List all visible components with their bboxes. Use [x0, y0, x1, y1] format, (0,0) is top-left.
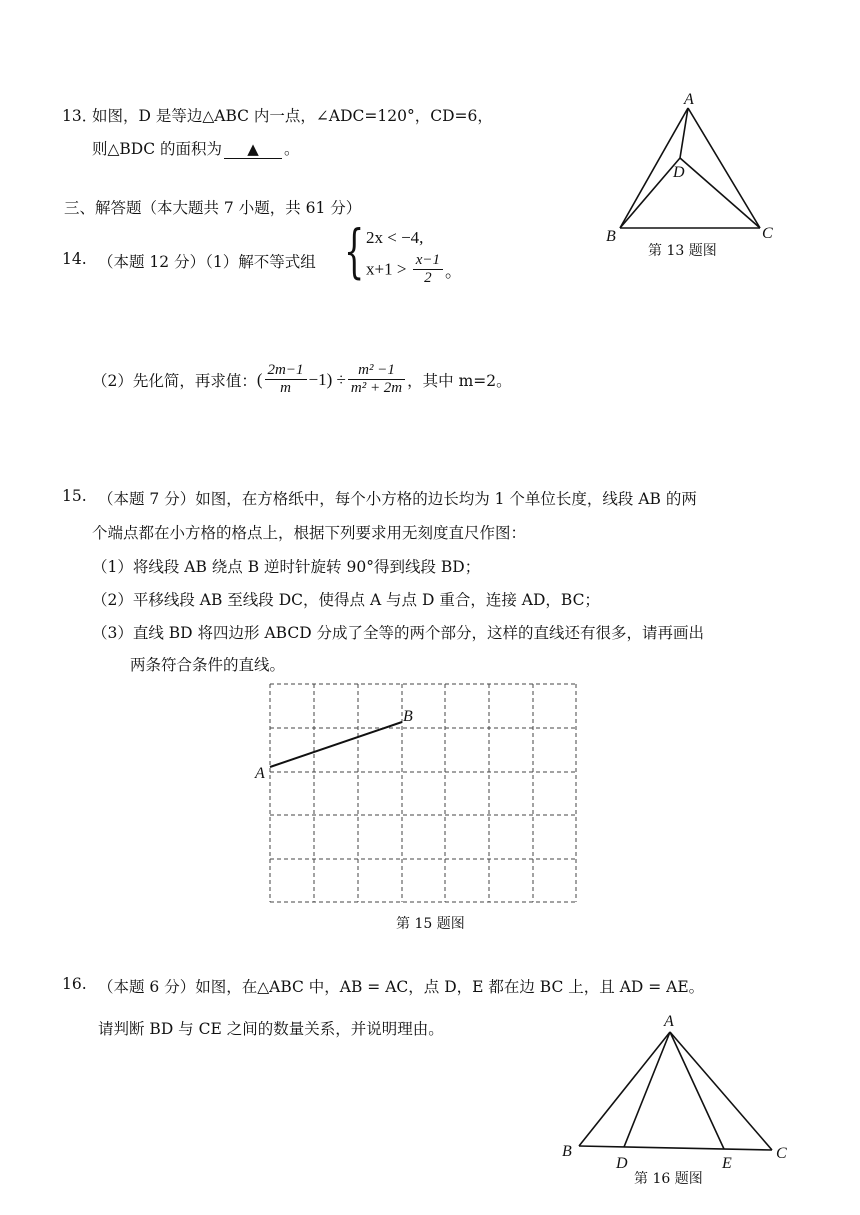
system-brace: { [344, 217, 365, 285]
q14-middle-op: −1) ÷ [308, 369, 346, 389]
q14-inequality-2 [366, 252, 462, 287]
q14-inequality-1: 2x < −4, [366, 228, 424, 247]
q16-segment-ad [624, 1032, 670, 1147]
q14-number: 14. [62, 250, 87, 268]
q15-grid-figure [250, 676, 590, 912]
q15-line1: （本题 7 分）如图，在方格纸中，每个小方格的边长均为 1 个单位长度，线段 AB 的两 [98, 490, 697, 508]
section-title: 三、解答题（本大题共 7 小题，共 61 分） [64, 199, 362, 217]
q16-label-a: A [664, 1013, 674, 1030]
q14-ineq2-left: x+1 > [366, 259, 407, 279]
q16-segment-ae [670, 1032, 724, 1149]
q16-number: 16. [62, 975, 87, 993]
q16-edge-ac [670, 1032, 772, 1150]
q14-fraction-2 [348, 362, 405, 397]
q13-caption: 第 13 题图 [648, 243, 717, 259]
q15-line2: 个端点都在小方格的格点上，根据下列要求用无刻度直尺作图： [92, 524, 527, 542]
q14-frac2-denominator: m² + 2m [350, 380, 403, 396]
q13-label-d: D [673, 164, 685, 181]
q13-label-a: A [684, 91, 694, 108]
q13-label-c: C [762, 225, 773, 242]
q15-label-b: B [403, 708, 413, 725]
blank-triangle-icon: ▲ [247, 140, 259, 158]
q13-line2-prefix: 则△BDC 的面积为 [92, 140, 223, 158]
q13-line2-suffix: 。 [284, 140, 300, 158]
q13-number: 13． [62, 107, 98, 125]
q14-frac1-numerator: 2m−1 [265, 362, 307, 380]
q15-number: 15. [62, 487, 87, 505]
q14-ineq2-end: 。 [444, 262, 462, 281]
q15-item-3-cont: 两条符合条件的直线。 [130, 656, 286, 674]
segment-ab [270, 722, 402, 767]
q15-item-3: （3）直线 BD 将四边形 ABCD 分成了全等的两个部分，这样的直线还有很多，请再画出 [92, 624, 705, 642]
q13-segment-bd [620, 158, 680, 228]
q16-label-e: E [722, 1155, 732, 1172]
q14-part2-suffix: ，其中 m=2。 [407, 371, 512, 390]
q16-line1: （本题 6 分）如图，在△ABC 中，AB = AC，点 D，E 都在边 BC 上，且 AD = AE。 [98, 978, 705, 996]
q13-segment-cd [680, 158, 760, 228]
q16-label-b: B [562, 1143, 572, 1160]
q16-line2: 请判断 BD 与 CE 之间的数量关系，并说明理由。 [98, 1020, 444, 1038]
q16-label-c: C [776, 1145, 787, 1162]
q15-grid [270, 684, 576, 902]
q15-caption: 第 15 题图 [396, 916, 465, 932]
q15-item-2: （2）平移线段 AB 至线段 DC，使得点 A 与点 D 重合，连接 AD，BC； [92, 591, 600, 609]
q14-part2-prefix: （2）先化简，再求值： [92, 371, 257, 390]
q16-edge-bc [579, 1146, 772, 1150]
q16-caption: 第 16 题图 [634, 1171, 703, 1187]
q14-ineq2-fraction [413, 252, 443, 287]
q13-line1: 如图，D 是等边△ABC 内一点，∠ADC=120°，CD=6， [92, 107, 493, 125]
q14-ineq2-numerator: x−1 [413, 252, 443, 270]
q14-open-paren: ( [256, 369, 263, 389]
q16-figure [554, 1008, 804, 1178]
q14-part2 [92, 362, 512, 397]
q15-item-1: （1）将线段 AB 绕点 B 逆时针旋转 90°得到线段 BD； [92, 558, 481, 576]
q16-label-d: D [616, 1155, 628, 1172]
q14-fraction-1 [265, 362, 307, 397]
q14-ineq2-denominator: 2 [424, 270, 432, 286]
q14-frac2-numerator: m² −1 [348, 362, 405, 380]
q16-edge-ab [579, 1032, 670, 1146]
q13-label-b: B [606, 228, 616, 245]
q14-prefix: （本题 12 分）（1）解不等式组 [98, 253, 316, 271]
q13-edge-ac [688, 108, 760, 228]
q14-frac1-denominator: m [280, 380, 291, 396]
q13-line2 [92, 137, 300, 159]
answer-blank [224, 140, 282, 159]
q15-label-a: A [255, 765, 265, 782]
